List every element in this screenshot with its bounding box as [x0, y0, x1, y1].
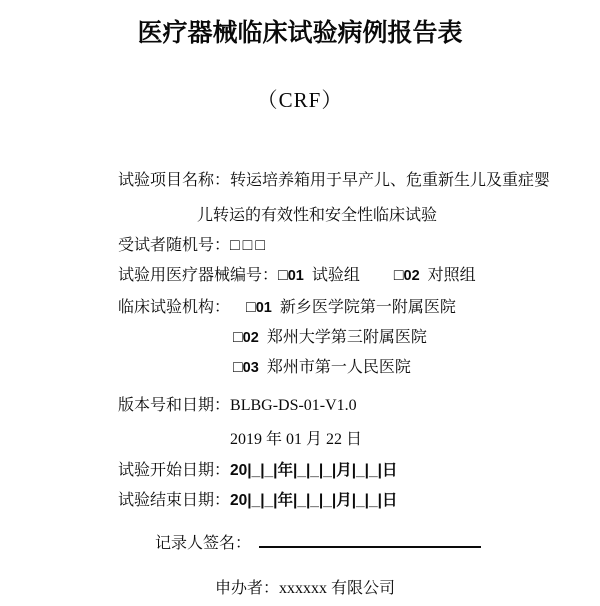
version-label: 版本号和日期： — [118, 397, 231, 414]
sponsor-value: xxxxxx 有限公司 — [279, 580, 396, 597]
subject-random-number-label: 受试者随机号： — [118, 237, 231, 254]
document-subtitle: （CRF） — [256, 88, 344, 112]
version-date: 2019 年 01 月 22 日 — [230, 431, 363, 448]
project-name-label: 试验项目名称： — [118, 172, 231, 189]
trial-end-date-row — [118, 487, 397, 510]
trial-end-date-label: 试验结束日期： — [118, 492, 231, 509]
institution-name-1: 新乡医学院第一附属医院 — [279, 299, 456, 316]
sponsor-row — [215, 575, 395, 598]
version-value: BLBG-DS-01-V1.0 — [230, 397, 357, 414]
option-number: 02 — [403, 268, 420, 284]
checkbox-institution-03[interactable]: □ — [233, 359, 243, 376]
institution-row-3 — [233, 354, 411, 377]
institution-row-2 — [233, 324, 427, 347]
institution-label: 临床试验机构： — [118, 299, 231, 316]
institution-name-2: 郑州大学第三附属医院 — [266, 329, 427, 346]
option-number: 03 — [242, 360, 259, 376]
project-name-value-line1: 转运培养箱用于早产儿、危重新生儿及重症婴 — [230, 172, 551, 189]
option-number: 02 — [242, 330, 259, 346]
checkbox-institution-01[interactable]: □ — [246, 299, 256, 316]
sponsor-label: 申办者： — [215, 580, 280, 597]
institution-name-3: 郑州市第一人民医院 — [266, 359, 411, 376]
institution-row-1 — [118, 294, 456, 317]
trial-start-date-label: 试验开始日期： — [118, 462, 231, 479]
recorder-signature-label: 记录人签名： — [155, 535, 252, 552]
device-number-label: 试验用医疗器械编号： — [118, 267, 279, 284]
option-label-control-group: 对照组 — [427, 267, 476, 284]
recorder-signature-field[interactable] — [259, 533, 481, 548]
device-number-row — [118, 262, 476, 285]
option-label-test-group: 试验组 — [311, 267, 360, 284]
option-number: 01 — [287, 268, 304, 284]
option-number: 01 — [255, 300, 272, 316]
version-row — [118, 392, 357, 415]
checkbox-institution-02[interactable]: □ — [233, 329, 243, 346]
project-name-row — [118, 167, 550, 190]
project-name-value-line2: 儿转运的有效性和安全性临床试验 — [197, 207, 438, 224]
subject-random-number-boxes: □□□ — [230, 237, 269, 254]
trial-start-date-fill: 20|_|_|年|_|_|_|月|_|_|日 — [230, 462, 398, 479]
subject-random-number-row — [118, 232, 268, 255]
checkbox-control-group[interactable]: □ — [393, 267, 404, 284]
trial-end-date-fill: 20|_|_|年|_|_|_|月|_|_|日 — [230, 492, 398, 509]
document-title: 医疗器械临床试验病例报告表 — [137, 19, 463, 47]
recorder-signature-row — [155, 530, 481, 553]
trial-start-date-row — [118, 457, 397, 480]
checkbox-test-group[interactable]: □ — [278, 267, 288, 284]
